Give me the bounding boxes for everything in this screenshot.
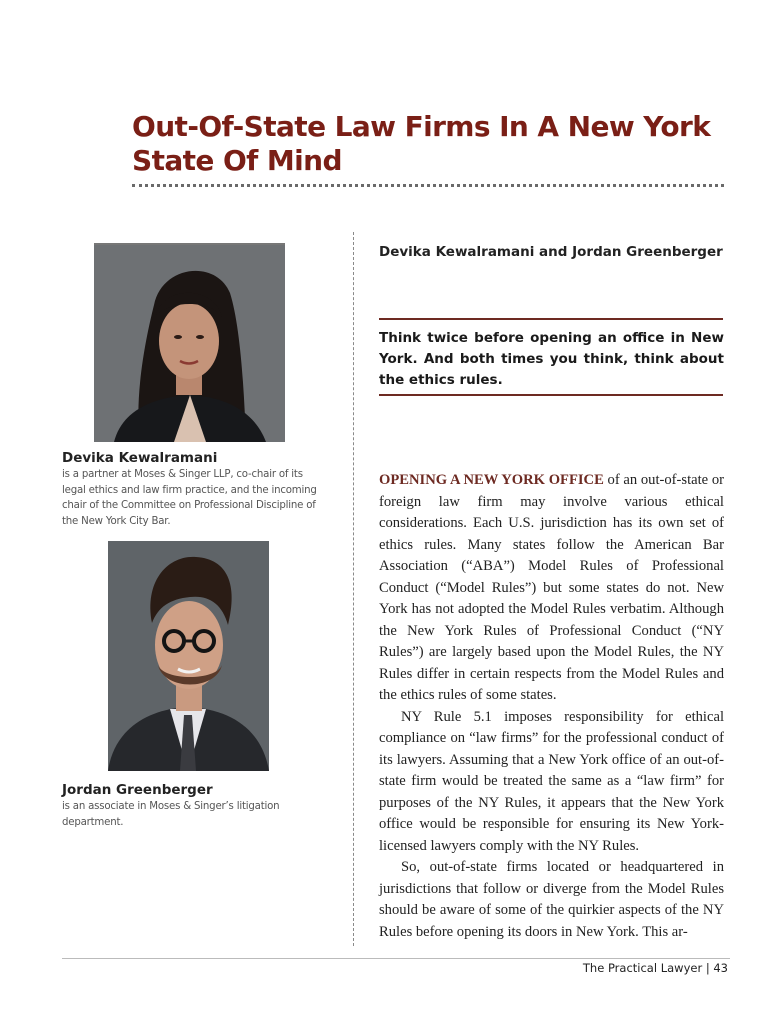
page-footer: The Practical Lawyer | 43: [582, 961, 728, 975]
author-name-jordan: Jordan Greenberger: [62, 782, 213, 798]
body-paragraph-3: So, out-of-state firms located or headquartered in jurisdictions that follow or diverge from the Model Rules should be aware of some of the quirkier aspects of the NY Rules before opening its doors in New York. This ar-: [379, 859, 724, 940]
lead-in-text: OPENING A NEW YORK OFFICE: [379, 472, 604, 488]
body-paragraph-2: NY Rule 5.1 imposes responsibility for ethical compliance on “law firms” for the professional conduct of its lawyers. Assuming that a New York office of an out-of-state firm would be treated the same as a “law firm” for purposes of the NY Rules, it appears that the New York office would be responsible for ensuring its New York-licensed lawyers comply with the NY Rules.: [379, 708, 724, 854]
article-body: [379, 470, 724, 943]
pull-quote: Think twice before opening an office in New York. And both times you think, think about the ethics rules.: [379, 330, 724, 388]
footer-divider: [62, 958, 730, 959]
article-byline: Devika Kewalramani and Jordan Greenberger: [379, 244, 723, 260]
body-paragraph-1-text: of an out-of-state or foreign law firm may involve various ethical considerations. Each U.S. jurisdiction has its own set of ethics rules. Many states follow the American Bar Association (“ABA”) Model Rules of Professional Conduct (“Model Rules”) but some states do not. New York has not adopted the Model Rules verbatim. Although the New York Rules of Professional Conduct (“NY Rules”) are largely based upon the Model Rules, the NY Rules differ in certain respects from the Model Rules and the ethics rules of some states.: [379, 472, 724, 703]
author-bio-devika: is a partner at Moses & Singer LLP, co-chair of its legal ethics and law firm practice, and the incoming chair of the Committee on Professional Discipline of the New York City Bar.: [62, 469, 317, 527]
column-divider: [353, 232, 354, 946]
author-photo-devika: [94, 243, 285, 442]
body-paragraph-1: [379, 470, 724, 707]
pull-quote-top-rule: [379, 318, 723, 320]
pull-quote-bottom-rule: [379, 394, 723, 396]
author-bio-jordan: is an associate in Moses & Singer’s litigation department.: [62, 801, 280, 828]
author-photo-jordan: [108, 541, 269, 771]
title-dotted-divider: [132, 184, 724, 187]
author-name-devika: Devika Kewalramani: [62, 450, 218, 466]
article-title: Out-Of-State Law Firms In A New York State Of Mind: [132, 110, 711, 177]
